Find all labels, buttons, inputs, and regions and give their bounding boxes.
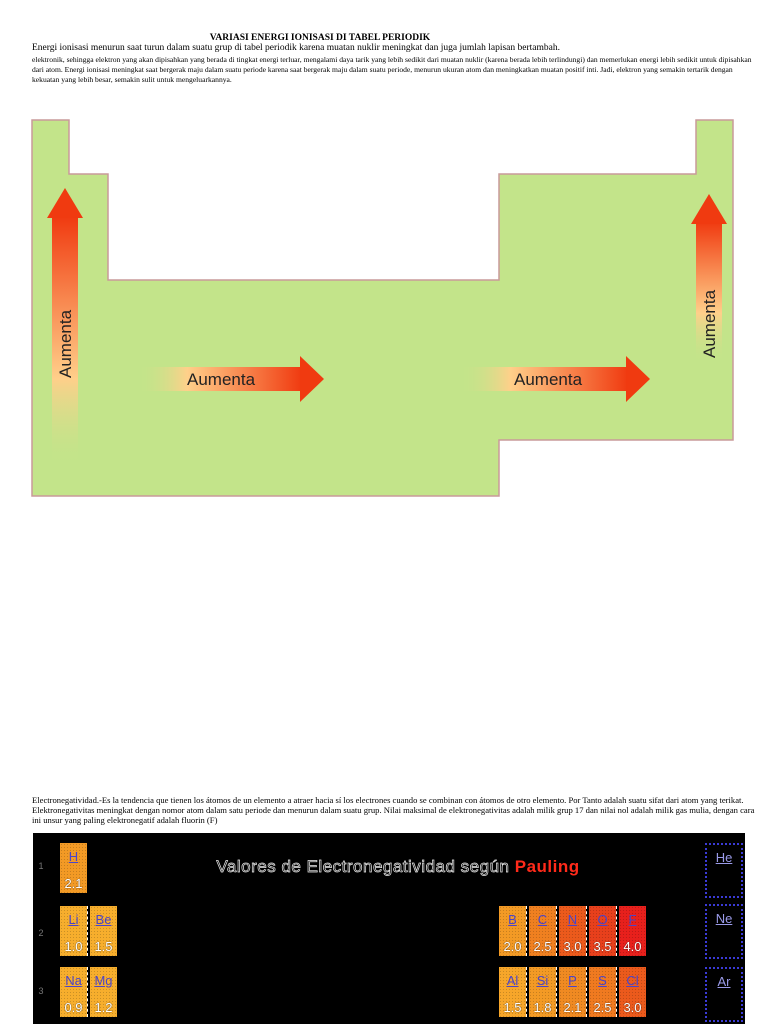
element-cell — [589, 967, 616, 1017]
element-symbol[interactable]: C — [537, 912, 548, 927]
element-symbol[interactable]: O — [597, 912, 608, 927]
arrow-label: Aumenta — [187, 370, 256, 389]
element-cell — [619, 906, 646, 956]
electronegativity-value: 1.5 — [94, 939, 113, 954]
element-symbol[interactable]: P — [568, 973, 577, 988]
electronegativity-value: 3.0 — [563, 939, 582, 954]
intro-paragraph: Energi ionisasi menurun saat turun dalam suatu grup di tabel periodik karena muatan nuklir meningkat dan juga jumlah lapisan bertambah. — [32, 43, 560, 53]
element-cell — [529, 906, 556, 956]
electronegativity-value: 1.8 — [533, 1000, 552, 1015]
period-label: 3 — [38, 986, 44, 996]
element-symbol[interactable]: N — [567, 912, 578, 927]
element-cell — [90, 967, 117, 1017]
element-symbol[interactable]: B — [508, 912, 517, 927]
element-cell — [60, 906, 87, 956]
electronegativity-value: 1.2 — [94, 1000, 113, 1015]
electronegativity-value: 4.0 — [623, 939, 642, 954]
element-symbol[interactable]: Li — [68, 912, 79, 927]
cell-divider — [586, 967, 587, 1017]
noble-gas-cell: He — [705, 843, 743, 898]
period-label: 2 — [38, 928, 44, 938]
element-cell — [559, 906, 586, 956]
document-title: VARIASI ENERGI IONISASI DI TABEL PERIODIK — [209, 33, 431, 43]
element-symbol[interactable]: S — [598, 973, 607, 988]
periodic-table-outline — [32, 120, 733, 496]
element-symbol[interactable]: Na — [65, 973, 82, 988]
cell-divider — [616, 967, 617, 1017]
electronegativity-paragraph: Electronegatividad.-Es la tendencia que tienen los átomos de un elemento a atraer hacia sí los electrones cuando se combinan con átomos de otro elemento. Por Tanto adalah suatu sifat dari atom yang terikat. Elektronegativitas meningkat dengan nomor atom dalam satu periode dan menurun dalam suatu grup. Nilai maksimal de elektronegativitas adalah milik grup 17 dan nilai nol adalah milik gas mulia, dengan cara ini unsur yang paling elektronegatif adalah fluorin (F) — [32, 795, 755, 825]
element-cell — [619, 967, 646, 1017]
ionization-trend-diagram — [30, 118, 736, 500]
electronegativity-value: 2.5 — [533, 939, 552, 954]
electronegativity-value: 2.5 — [593, 1000, 612, 1015]
cell-divider — [87, 967, 88, 1017]
element-symbol[interactable]: Al — [506, 973, 519, 988]
explanation-paragraph: elektronik, sehingga elektron yang akan dipisahkan yang berada di tingkat energi terluar, mengalami daya tarik yang lebih sedikit dari muatan nuklir (karena berada lebih terlindungi) dan memerlukan energi lebih sedikit untuk dipisahkan dari atom. Energi ionisasi meningkat saat bergerak maju dalam suatu periode karena saat bergerak maju dalam suatu periode, menurun ukuran atom dan meningkatkan muatan positif inti. Jadi, elektron yang semakin tertarik dengan kekuatan yang lebih besar, semakin sulit untuk mengeluarkannya. — [32, 55, 752, 84]
table-title: Valores de Electronegatividad según Pauling — [216, 857, 580, 876]
element-cell — [529, 967, 556, 1017]
arrow-label: Aumenta — [56, 309, 75, 378]
cell-divider — [526, 967, 527, 1017]
cell-divider — [556, 906, 557, 956]
electronegativity-value: 1.0 — [64, 939, 83, 954]
electronegativity-value: 1.5 — [503, 1000, 522, 1015]
electronegativity-value: 2.1 — [563, 1000, 582, 1015]
element-cell — [559, 967, 586, 1017]
arrow-label: Aumenta — [700, 289, 719, 358]
element-symbol[interactable]: Be — [95, 912, 112, 927]
cell-divider — [87, 906, 88, 956]
element-cell — [60, 967, 87, 1017]
period-label: 1 — [38, 861, 44, 871]
electronegativity-value: 3.5 — [593, 939, 612, 954]
element-symbol[interactable]: H — [68, 849, 79, 864]
cell-divider — [526, 906, 527, 956]
electronegativity-value: 3.0 — [623, 1000, 642, 1015]
electronegativity-value: 0.9 — [64, 1000, 83, 1015]
element-cell — [90, 906, 117, 956]
electronegativity-value: 2.1 — [64, 876, 83, 891]
element-cell — [499, 967, 526, 1017]
noble-gas-cell: Ne — [705, 904, 743, 959]
electronegativity-value: 2.0 — [503, 939, 522, 954]
element-cell — [60, 843, 87, 893]
arrow-label: Aumenta — [514, 370, 583, 389]
cell-divider — [586, 906, 587, 956]
element-cell — [589, 906, 616, 956]
element-symbol[interactable]: F — [628, 912, 637, 927]
element-symbol[interactable]: Mg — [94, 973, 113, 988]
cell-divider — [616, 906, 617, 956]
cell-divider — [556, 967, 557, 1017]
element-symbol[interactable]: Cl — [626, 973, 639, 988]
element-symbol[interactable]: Si — [536, 973, 549, 988]
noble-gas-cell: Ar — [705, 967, 743, 1022]
electronegativity-table — [33, 833, 745, 1024]
element-cell — [499, 906, 526, 956]
